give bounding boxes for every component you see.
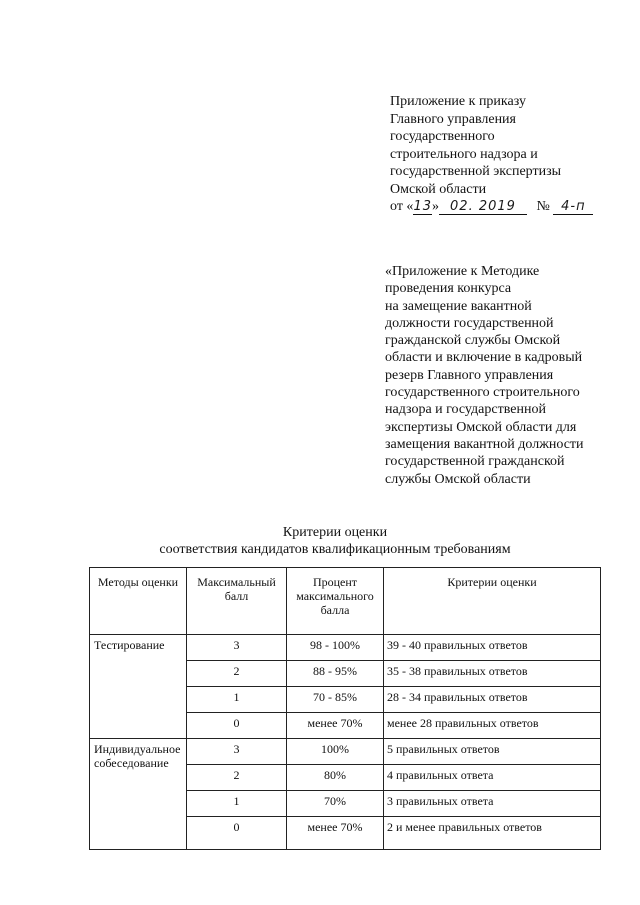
methodology-line: замещения вакантной должности <box>385 436 584 452</box>
appendix-line: Главного управления <box>390 111 516 127</box>
methodology-line: гражданской службы Омской <box>385 333 561 349</box>
appendix-line: государственного <box>390 129 495 144</box>
criteria-table <box>89 567 601 850</box>
score-cell: 2 <box>187 661 287 687</box>
percent-cell: менее 70% <box>287 713 384 739</box>
order-appendix-block <box>390 93 630 216</box>
criterion-cell: менее 28 правильных ответов <box>384 713 601 739</box>
methodology-line: экспертизы Омской области для <box>385 419 577 435</box>
methodology-line: государственной гражданской <box>385 454 565 470</box>
percent-cell: менее 70% <box>287 817 384 850</box>
methodology-line: государственного строительного <box>385 385 580 401</box>
score-cell: 2 <box>187 765 287 791</box>
methodology-line: надзора и государственной <box>385 402 546 418</box>
appendix-line: Приложение к приказу <box>390 94 526 109</box>
criterion-cell: 3 правильных ответа <box>384 791 601 817</box>
score-cell: 3 <box>187 635 287 661</box>
table-row <box>90 635 601 661</box>
header-methods: Методы оценки <box>90 568 187 635</box>
document-title <box>0 524 640 558</box>
table-row <box>90 739 601 765</box>
number-sign: № <box>536 199 550 214</box>
criterion-cell: 28 - 34 правильных ответов <box>384 687 601 713</box>
score-cell: 3 <box>187 739 287 765</box>
criterion-cell: 5 правильных ответов <box>384 739 601 765</box>
score-cell: 0 <box>187 817 287 850</box>
criterion-cell: 39 - 40 правильных ответов <box>384 635 601 661</box>
handwritten-month-year: 02. 2019 <box>439 200 527 215</box>
handwritten-day: 13 <box>413 199 432 214</box>
date-prefix: от « <box>390 199 414 214</box>
table-header-row <box>90 568 601 635</box>
criterion-cell: 4 правильных ответа <box>384 765 601 791</box>
percent-cell: 98 - 100% <box>287 635 384 661</box>
appendix-line: государственной экспертизы <box>390 164 562 179</box>
percent-cell: 80% <box>287 765 384 791</box>
handwritten-order-number: 4-п <box>553 200 593 215</box>
methodology-line: «Приложение к Методике <box>385 264 540 279</box>
percent-cell: 100% <box>287 739 384 765</box>
order-date-line <box>390 198 630 216</box>
criterion-cell: 2 и менее правильных ответов <box>384 817 601 850</box>
method-testing: Тестирование <box>90 635 187 739</box>
criterion-cell: 35 - 38 правильных ответов <box>384 661 601 687</box>
date-close-quote: » <box>431 199 439 214</box>
methodology-line: резерв Главного управления <box>385 367 554 383</box>
title-line-2: соответствия кандидатов квалификационным требованиям <box>159 542 511 557</box>
methodology-line: службы Омской области <box>385 471 531 487</box>
methodology-line: области и включение в кадровый <box>385 350 583 366</box>
percent-cell: 70% <box>287 791 384 817</box>
appendix-line: Омской области <box>390 181 487 197</box>
score-cell: 0 <box>187 713 287 739</box>
methodology-appendix-block <box>385 263 635 488</box>
appendix-line: строительного надзора и <box>390 146 538 162</box>
percent-cell: 70 - 85% <box>287 687 384 713</box>
score-cell: 1 <box>187 791 287 817</box>
header-max-score: Максимальный балл <box>187 568 287 635</box>
methodology-line: проведения конкурса <box>385 281 512 297</box>
methodology-line: на замещение вакантной <box>385 298 532 314</box>
score-cell: 1 <box>187 687 287 713</box>
methodology-line: должности государственной <box>385 315 554 331</box>
title-line-1: Критерии оценки <box>282 525 388 540</box>
header-percent: Процент максимального балла <box>287 568 384 635</box>
method-interview: Индивидуальное собеседование <box>90 739 187 850</box>
percent-cell: 88 - 95% <box>287 661 384 687</box>
header-criteria: Критерии оценки <box>384 568 601 635</box>
